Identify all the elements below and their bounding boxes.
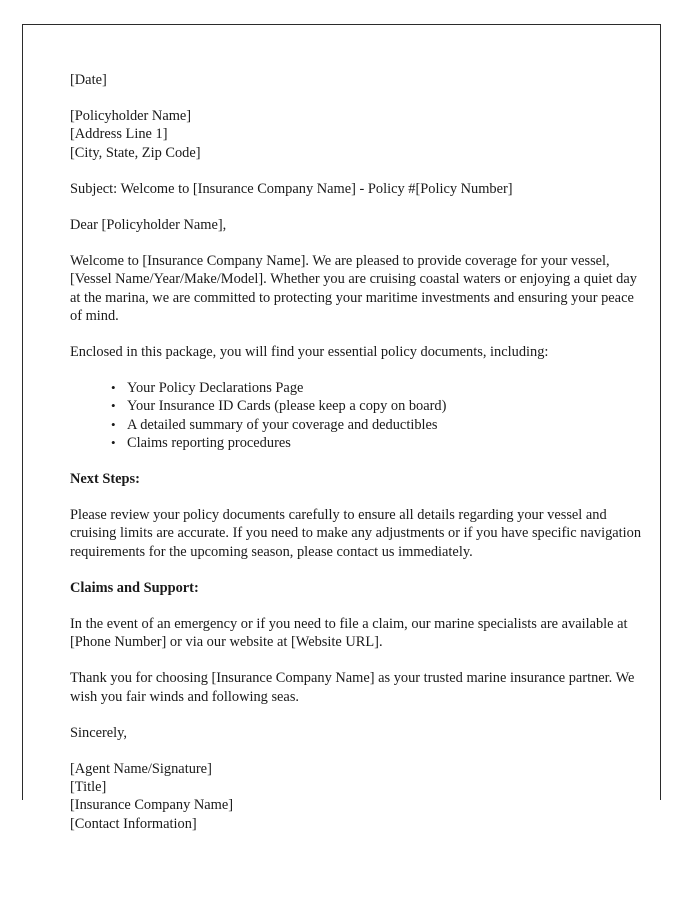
spacer — [70, 706, 648, 724]
spacer — [70, 162, 648, 180]
signature-contact: [Contact Information] — [70, 815, 197, 832]
enclosure-intro-paragraph: Enclosed in this package, you will find your essential policy documents, including: — [70, 344, 549, 361]
date-placeholder: [Date] — [70, 72, 107, 88]
list-item: • Your Policy Declarations Page — [111, 379, 648, 397]
closing-block — [70, 724, 648, 742]
recipient-name: [Policyholder Name] — [70, 108, 192, 125]
enclosed-documents-list — [70, 379, 648, 452]
subject-block — [70, 180, 648, 198]
signature-agent-name: [Agent Name/Signature] — [70, 761, 212, 778]
thank-you-paragraph: Thank you for choosing [Insurance Company Name] as your trusted marine insurance partner. We wish you fair winds and following seas. — [70, 670, 635, 705]
next-steps-heading: Next Steps: — [70, 471, 140, 488]
intro-paragraph: Welcome to [Insurance Company Name]. We are pleased to provide coverage for your vessel, [Vessel Name/Year/Make/Model]. Whether you are cruising coastal waters or enjoying a quiet day at the marina, we are committed to protecting your maritime investments and ensuring your peace of mind. — [70, 253, 637, 324]
spacer — [70, 325, 648, 343]
recipient-address-line-1: [Address Line 1] — [70, 126, 168, 143]
spacer — [70, 361, 648, 379]
recipient-address-block — [70, 107, 648, 162]
claims-and-support-paragraph: In the event of an emergency or if you need to file a claim, our marine specialists are available at [Phone Number] or via our website at [Website URL]. — [70, 616, 628, 651]
claims-and-support-heading: Claims and Support: — [70, 579, 199, 596]
date-block — [70, 71, 648, 89]
spacer — [70, 742, 648, 760]
signature-block — [70, 760, 648, 833]
list-item: • Claims reporting procedures — [111, 434, 648, 452]
spacer — [70, 651, 648, 669]
salutation: Dear [Policyholder Name], — [70, 217, 227, 234]
spacer — [70, 488, 648, 506]
spacer — [70, 198, 648, 216]
signature-company: [Insurance Company Name] — [70, 797, 234, 814]
recipient-address-line-2: [City, State, Zip Code] — [70, 144, 201, 161]
list-item: • A detailed summary of your coverage and deductibles — [111, 416, 648, 434]
signature-title: [Title] — [70, 779, 107, 796]
salutation-block — [70, 216, 648, 234]
next-steps-paragraph: Please review your policy documents carefully to ensure all details regarding your vessel and cruising limits are accurate. If you need to make any adjustments or if you have specific navigation requirements for the upcoming season, please contact us immediately. — [70, 507, 642, 560]
spacer — [70, 561, 648, 579]
list-item: • Your Insurance ID Cards (please keep a copy on board) — [111, 397, 648, 415]
spacer — [70, 452, 648, 470]
spacer — [70, 234, 648, 252]
subject-line: Subject: Welcome to [Insurance Company Name] - Policy #[Policy Number] — [70, 180, 513, 197]
spacer — [70, 597, 648, 615]
document-page-border — [22, 24, 661, 832]
closing-salutation: Sincerely, — [70, 724, 128, 741]
spacer — [70, 89, 648, 107]
letter-body — [70, 71, 648, 833]
